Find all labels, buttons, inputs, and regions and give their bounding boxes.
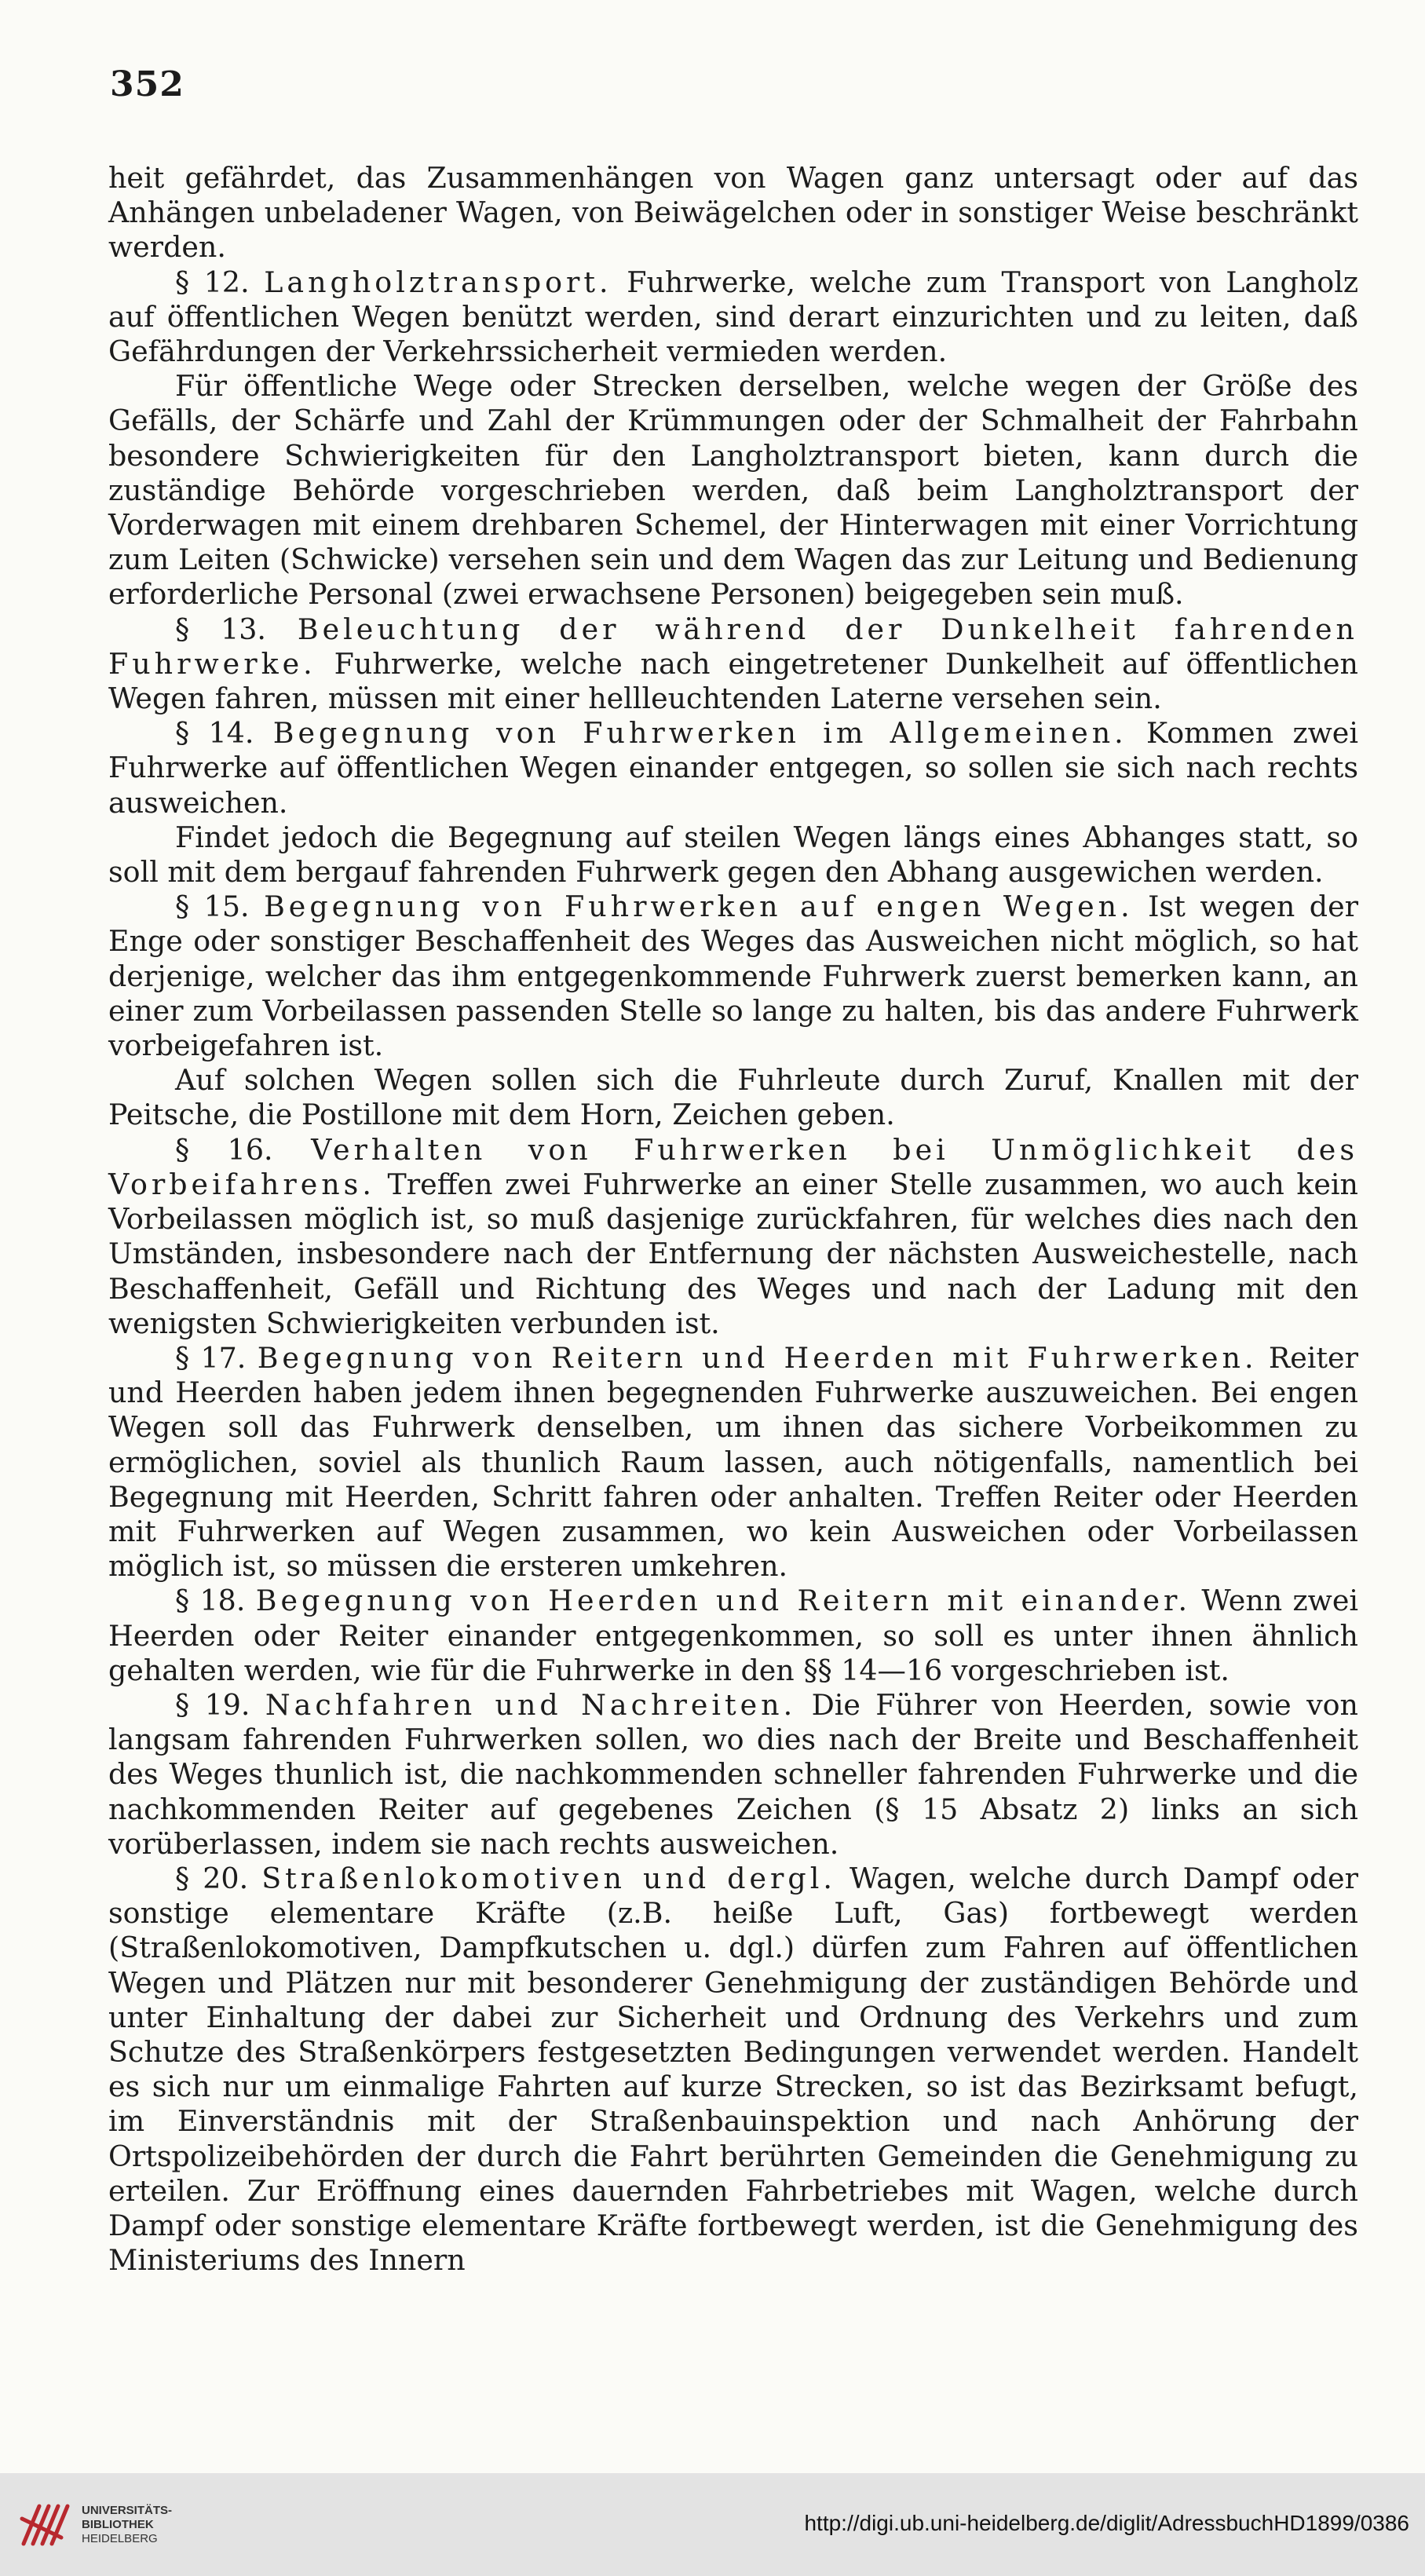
footer-bar (0, 2473, 1425, 2576)
text-paragraph (108, 820, 1358, 890)
paragraph-text: Auf solchen Wegen sollen sich die Fuhrleute durch Zuruf, Knallen mit der Peitsche, die Postillone mit dem Horn, Zeichen geben. (108, 1063, 1358, 1132)
library-logo[interactable] (16, 2494, 196, 2556)
section-number: § 19. (175, 1687, 250, 1722)
paragraph-text: heit gefährdet, das Zusammenhängen von Wagen ganz untersagt oder auf das Anhängen unbeladener Wagen, von Beiwägelchen oder in sonstiger Weise beschränkt werden. (108, 161, 1358, 265)
section-number: § 17. (175, 1340, 247, 1375)
section-paragraph (108, 612, 1358, 717)
section-title: Begegnung von Heerden und Reitern mit einander. (255, 1584, 1192, 1618)
paragraph-text: Fuhrwerke, welche zum Transport von Langholz auf öffentlichen Wegen benützt werden, sind derart einzurichten und zu leiten, daß Gefährdungen der Verkehrssicherheit vermieden werden. (108, 265, 1359, 369)
logo-line-1: UNIVERSITÄTS- (82, 2504, 173, 2517)
paragraph-text: Kommen zwei Fuhrwerke auf öffentlichen Wegen einander entgegen, so sollen sie sich nach rechts ausweichen. (108, 716, 1358, 820)
section-title: Langholztransport. (264, 265, 612, 299)
section-title: Beleuchtung der während der Dunkelheit fahrenden Fuhrwerke. (108, 612, 1358, 681)
page-number: 352 (110, 64, 185, 104)
section-paragraph (108, 265, 1358, 370)
logo-line-2: BIBLIOTHEK (82, 2518, 154, 2531)
text-paragraph (108, 161, 1358, 265)
section-paragraph (108, 1584, 1358, 1688)
paragraph-text: Fuhrwerke, welche nach eingetretener Dunkelheit auf öffentlichen Wegen fahren, müssen mit einer hellleuchtenden Laterne versehen sein. (108, 646, 1358, 716)
section-paragraph (108, 890, 1358, 1063)
source-url-link[interactable]: http://digi.ub.uni-heidelberg.de/diglit/AdressbuchHD1899/0386 (804, 2511, 1409, 2535)
section-title: Begegnung von Fuhrwerken im Allgemeinen. (272, 716, 1127, 751)
logo-text (82, 2504, 172, 2546)
paragraph-text: Die Führer von Heerden, sowie von langsam fahrenden Fuhrwerken sollen, wo dies nach der Breite und Beschaffenheit des Weges thunlich ist, die nachkommenden schneller fahrenden Fuhrwerke und die nachkommenden Reiter auf gegebenes Zeichen (§ 15 Absatz 2) links an sich vorüberlassen, indem sie nach rechts ausweichen. (108, 1687, 1358, 1861)
section-paragraph (108, 716, 1358, 820)
paragraph-text: Für öffentliche Wege oder Strecken derselben, welche wegen der Größe des Gefälls, der Schärfe und Zahl der Krümmungen oder der Schmalheit der Fahrbahn besondere Schwierigkeiten für den Langholztransport bieten, kann durch die zuständige Behörde vorgeschrieben werden, daß beim Langholztransport der Vorderwagen mit einem drehbaren Schemel, der Hinterwagen mit einer Vorrichtung zum Leiten (Schwicke) versehen sein und dem Wagen das zur Leitung und Bedienung erforderliche Personal (zwei erwachsene Personen) beigegeben sein muß. (108, 369, 1358, 612)
paragraph-text: Ist wegen der Enge oder sonstiger Beschaffenheit des Weges das Ausweichen nicht möglich, so hat derjenige, welcher das ihm entgegenkommende Fuhrwerk zuerst bemerken kann, an einer zum Vorbeilassen passenden Stelle so lange zu halten, bis das andere Fuhrwerk vorbeigefahren ist. (108, 890, 1358, 1063)
section-number: § 18. (175, 1584, 246, 1618)
body-text (108, 161, 1358, 2278)
section-paragraph (108, 1133, 1358, 1341)
ub-heidelberg-logo-icon (16, 2495, 75, 2555)
text-paragraph (108, 1063, 1358, 1132)
logo-line-3: HEIDELBERG (82, 2532, 158, 2545)
section-number: § 20. (175, 1861, 249, 1895)
section-number: § 14. (175, 716, 254, 751)
paragraph-text: Wenn zwei Heerden oder Reiter einander entgegenkommen, so soll es unter ihnen ähnlich gehalten werden, wie für die Fuhrwerke in den §§ 14—16 vorgeschrieben ist. (108, 1584, 1358, 1687)
section-number: § 15. (175, 890, 250, 924)
section-number: § 12. (175, 265, 250, 299)
paragraph-text: Findet jedoch die Begegnung auf steilen Wegen längs eines Abhanges statt, so soll mit dem bergauf fahrenden Fuhrwerk gegen den Abhang ausgewichen werden. (108, 820, 1358, 890)
section-title: Verhalten von Fuhrwerken bei Unmöglichkeit des Vorbeifahrens. (108, 1132, 1359, 1201)
section-paragraph (108, 1862, 1358, 2278)
section-title: Straßenlokomotiven und dergl. (261, 1861, 836, 1895)
section-number: § 13. (175, 612, 266, 646)
paragraph-text: Reiter und Heerden haben jedem ihnen begegnenden Fuhrwerke auszuweichen. Bei engen Wegen soll das Fuhrwerk denselben, um ihnen das sichere Vorbeikommen zu ermöglichen, soviel als thunlich Raum lassen, auch nötigenfalls, namentlich bei Begegnung mit Heerden, Schritt fahren oder anhalten. Treffen Reiter oder Heerden mit Fuhrwerken auf Wegen zusammen, wo kein Ausweichen oder Vorbeilassen möglich ist, so müssen die ersteren umkehren. (108, 1340, 1358, 1584)
text-paragraph (108, 369, 1358, 612)
section-number: § 16. (175, 1132, 273, 1167)
paragraph-text: Treffen zwei Fuhrwerke an einer Stelle zusammen, wo auch kein Vorbeilassen möglich ist, so muß dasjenige zurückfahren, für welches dies nach den Umständen, insbesondere nach der Entfernung der nächsten Ausweichestelle, nach Beschaffenheit, Gefäll und Richtung des Weges und nach der Ladung mit den wenigsten Schwierigkeiten verbunden ist. (108, 1167, 1358, 1340)
section-title: Begegnung von Fuhrwerken auf engen Wegen. (264, 890, 1134, 924)
section-title: Begegnung von Reitern und Heerden mit Fuhrwerken. (257, 1340, 1258, 1375)
section-paragraph (108, 1341, 1358, 1584)
paragraph-text: Wagen, welche durch Dampf oder sonstige elementare Kräfte (z.B. heiße Luft, Gas) fortbewegt werden (Straßenlokomotiven, Dampfkutschen u. dgl.) dürfen zum Fahren auf öffentlichen Wegen und Plätzen nur mit besonderer Genehmigung der zuständigen Behörde und unter Einhaltung der dabei zur Sicherheit und Ordnung des Verkehrs und zum Schutze des Straßenkörpers festgesetzten Bedingungen verwendet werden. Handelt es sich nur um einmalige Fahrten auf kurze Strecken, so ist das Bezirksamt befugt, im Einverständnis mit der Straßenbauinspektion und nach Anhörung der Ortspolizeibehörden der durch die Fahrt berührten Gemeinden die Genehmigung zu erteilen. Zur Eröffnung eines dauernden Fahrbetriebes mit Wagen, welche durch Dampf oder sonstige elementare Kräfte fortbewegt werden, ist die Genehmigung des Ministeriums des Innern (108, 1861, 1358, 2278)
section-paragraph (108, 1688, 1358, 1862)
section-title: Nachfahren und Nachreiten. (265, 1687, 797, 1722)
